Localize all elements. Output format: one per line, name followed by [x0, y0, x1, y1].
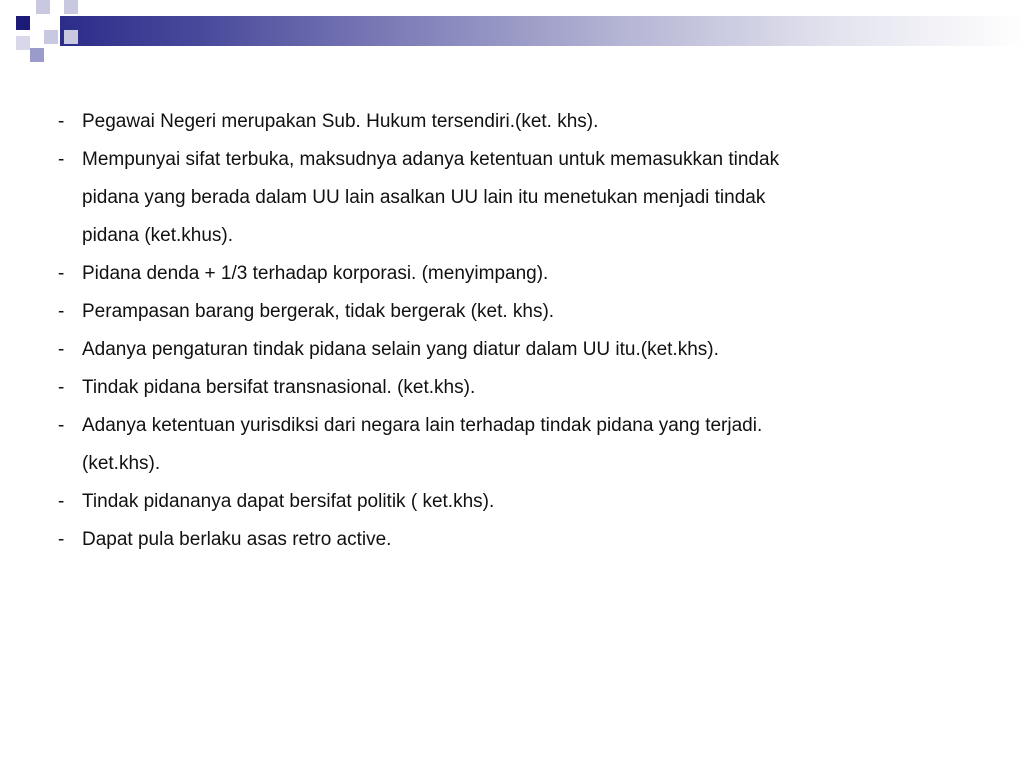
bullet-line [58, 369, 978, 407]
bullet-text: Pidana denda + 1/3 terhadap korporasi. (menyimpang). [82, 263, 549, 284]
bullet-text: Mempunyai sifat terbuka, maksudnya adanya ketentuan untuk memasukkan tindak [82, 149, 780, 170]
decor-square [16, 36, 30, 50]
decor-square [44, 30, 58, 44]
bullet-text: Dapat pula berlaku asas retro active. [82, 529, 392, 550]
bullet-text: Tindak pidana bersifat transnasional. (ket.khs). [82, 377, 476, 398]
bullet-line [58, 141, 978, 179]
bullet-dash: - [58, 491, 65, 512]
decor-square [30, 48, 44, 62]
decor-square [16, 16, 30, 30]
bullet-text: (ket.khs). [82, 453, 161, 474]
bullet-line [58, 217, 978, 255]
bullet-line [58, 293, 978, 331]
decor-square [64, 30, 78, 44]
bullet-text: Adanya ketentuan yurisdiksi dari negara lain terhadap tindak pidana yang terjadi. [82, 415, 763, 436]
bullet-line [58, 521, 978, 559]
bullet-dash: - [58, 263, 65, 284]
bullet-dash: - [58, 415, 65, 436]
bullet-dash: - [58, 149, 65, 170]
bullet-text: pidana yang berada dalam UU lain asalkan UU lain itu menetukan menjadi tindak [82, 187, 766, 208]
bullet-line [58, 103, 978, 141]
bullet-line [58, 331, 978, 369]
bullet-text: Pegawai Negeri merupakan Sub. Hukum tersendiri.(ket. khs). [82, 111, 599, 132]
decor-square [64, 0, 78, 14]
bullet-line [58, 255, 978, 293]
bullet-line [58, 407, 978, 445]
decor-square [36, 0, 50, 14]
bullet-dash: - [58, 529, 65, 550]
bullet-dash: - [58, 301, 65, 322]
bullet-line [58, 483, 978, 521]
bullet-dash: - [58, 339, 65, 360]
bullet-line [58, 445, 978, 483]
bullet-text: Perampasan barang bergerak, tidak bergerak (ket. khs). [82, 301, 555, 322]
bullet-text: Tindak pidananya dapat bersifat politik ( ket.khs). [82, 491, 495, 512]
bullet-text: Adanya pengaturan tindak pidana selain yang diatur dalam UU itu.(ket.khs). [82, 339, 719, 360]
bullet-text: pidana (ket.khus). [82, 225, 234, 246]
bullet-dash: - [58, 377, 65, 398]
bullet-line [58, 179, 978, 217]
gradient-band [60, 16, 1024, 46]
bullet-dash: - [58, 111, 65, 132]
slide-body [58, 103, 978, 559]
